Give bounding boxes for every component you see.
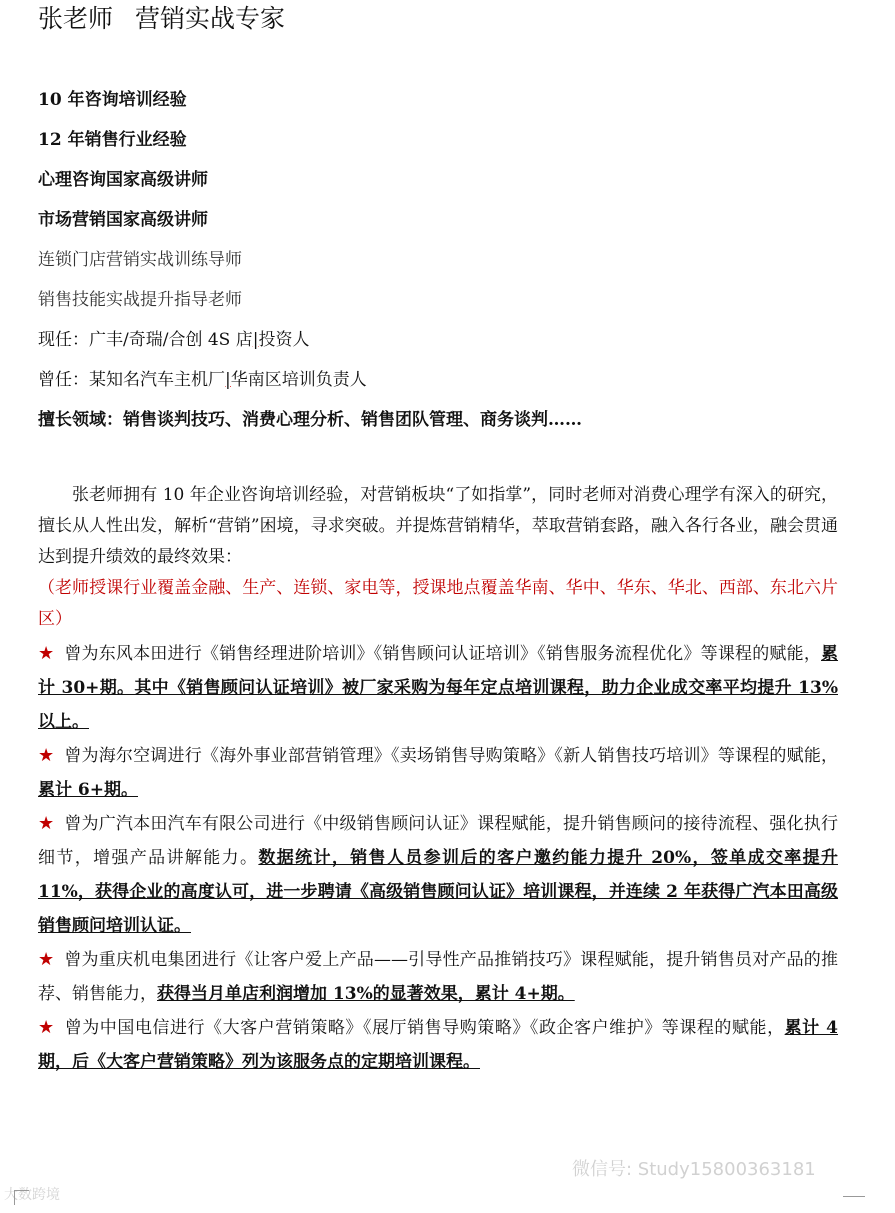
current-role: 现任：广丰/奇瑞/合创 4S 店|投资人	[38, 330, 310, 350]
credentials-list	[38, 86, 858, 446]
achievement-item: ★ 曾为广汽本田汽车有限公司进行《中级销售顾问认证》课程赋能，提升销售顾问的接待流程、强化执行细节，增强产品讲解能力。数据统计，销售人员参训后的客户邀约能力提升 20%，签单成交率提升 11%，获得企业的高度认可，进一步聘请《高级销售顾问认证》培训课程，并连续 2 年获得广汽本田高级销售顾问培训认证。	[38, 813, 839, 936]
achievement-item: ★ 曾为重庆机电集团进行《让客户爱上产品——引导性产品推销技巧》课程赋能，提升销售员对产品的推荐、销售能力，获得当月单店利润增加 13%的显著效果，累计 4+期。	[38, 949, 838, 1004]
intro-paragraph: 张老师拥有 10 年企业咨询培训经验，对营销板块“了如指掌”，同时老师对消费心理学有深入的研究，擅长从人性出发，解析“营销”困境，寻求突破。并提炼营销精华，萃取营销套路，融入各行各业，融会贯通达到提升绩效的最终效果：	[38, 485, 838, 567]
credential-item: 心理咨询国家高级讲师	[38, 170, 208, 190]
former-role: 曾任：某知名汽车主机厂|华南区培训负责人	[38, 370, 367, 390]
star-icon: ★	[38, 1017, 55, 1038]
star-icon: ★	[38, 813, 55, 834]
achievement-item: ★ 曾为东风本田进行《销售经理进阶培训》《销售顾问认证培训》《销售服务流程优化》等课程的赋能，累计 30+期。其中《销售顾问认证培训》被厂家采购为每年定点培训课程，助力企业成交率平均提升 13%以上。	[38, 643, 839, 732]
credential-item: 12 年销售行业经验	[38, 130, 187, 150]
credential-item: 连锁门店营销实战训练导师	[38, 250, 242, 270]
expertise: 擅长领域：销售谈判技巧、消费心理分析、销售团队管理、商务谈判……	[38, 410, 582, 430]
star-icon: ★	[38, 745, 55, 766]
wechat-watermark: 微信号: Study15800363181	[572, 1159, 816, 1180]
teacher-name: 张老师	[38, 4, 114, 33]
page-corner-mark	[14, 1190, 29, 1205]
credential-item: 10 年咨询培训经验	[38, 90, 187, 110]
brand-watermark: 大数跨境	[4, 1187, 60, 1203]
credential-item: 市场营销国家高级讲师	[38, 210, 208, 230]
credential-item: 销售技能实战提升指导老师	[38, 290, 242, 310]
main-content	[38, 480, 838, 1079]
achievement-item: ★ 曾为中国电信进行《大客户营销策略》《展厅销售导购策略》《政企客户维护》等课程的赋能，累计 4 期，后《大客户营销策略》列为该服务点的定期培训课程。	[38, 1017, 839, 1072]
coverage-note: （老师授课行业覆盖金融、生产、连锁、家电等，授课地点覆盖华南、华中、华东、华北、西部、东北六片区）	[38, 578, 838, 629]
achievement-item: ★ 曾为海尔空调进行《海外事业部营销管理》《卖场销售导购策略》《新人销售技巧培训》等课程的赋能，累计 6+期。	[38, 745, 839, 800]
page-title	[38, 2, 285, 36]
star-icon: ★	[38, 643, 55, 664]
star-icon: ★	[38, 949, 55, 970]
page-corner-mark	[843, 1196, 865, 1207]
teacher-role: 营销实战专家	[135, 4, 286, 33]
